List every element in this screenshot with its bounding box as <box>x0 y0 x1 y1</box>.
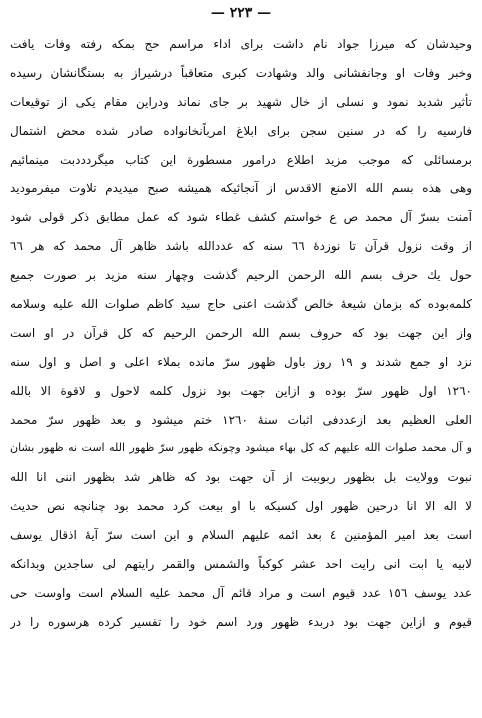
text-line-9: حول یك حرف بسم الله الرحمن الرحیم گذشت وچهار سنه مزید بر صورت جمیع <box>10 268 472 283</box>
text-line-5: برمسائلی که موجب مزید اطلاع درامور مسطورة این کتاب میگردددبت مینمائیم <box>10 152 472 167</box>
text-line-13: ۱۲٦۰ اول ظهور سرّ بوده و ازاین جهت بود نزول کلمه لاحول و لاقوة الا بالله <box>10 383 472 398</box>
text-line-20: عدد یوسف ١٥٦ عدد قیوم است و مراد قائم آل محمد علیه السلام است واوست حی <box>10 585 472 600</box>
body-text <box>10 30 472 637</box>
text-line-19: لابیه یا ابت انی رایت احد عشر کوکباً والشمس والقمر رایتهم لی ساجدین وبدانکه <box>10 557 472 572</box>
text-line-18: است بعد امیر المؤمنین ٤ بعد ائمه علیهم السلام و این است سرّ آیهٔ اذقال یوسف <box>10 528 472 543</box>
text-line-17: لا اله الا انا درحین ظهور اول کسیکه با او بیعت کرد محمد بود چنانچه نص حدیث <box>10 499 472 514</box>
text-line-8: از وقت نزول قرآن تا نوزدهٔ ٦٦ سنه که عددالله باشد ظاهر آل محمد که هر ٦٦ <box>10 239 472 254</box>
text-line-14: العلی العظیم بعد ازعددفی اثبات سنهٔ ۱۲٦۰ ختم میشود و بعد ظهور سرّ محمد <box>10 412 472 427</box>
text-line-1: وحیدشان که میرزا جواد نام داشت برای اداء مراسم حج بمکه رفته وفات یافت <box>10 37 472 51</box>
text-line-7: آمنت بسرّ آل محمد ص ع خواستم کشف غطاء شود که عمل مطابق ذکر قولی شود <box>10 210 472 225</box>
text-line-4: فارسیه را که در سنین سجن برای ابلاغ امرباًنخانواده صادر شده محض اشتمال <box>10 123 472 138</box>
text-line-12: نزد او جمع شدند و ۱۹ روز باول ظهور سرّ مانده بملاء اعلی و اصل و اول سنه <box>10 354 472 369</box>
text-line-6: وهی هذه بسم الله الامنع الاقدس از آنجائیکه همیشه صبح میدیدم تلاوت میفرمودید <box>10 181 472 196</box>
text-line-11: واز این جهت بود که حروف بسم الله الرحمن الرحیم که کل قرآن در او است <box>10 325 472 340</box>
text-line-21: قیوم و ازاین جهت بود دربدء ظهور ورد اسم خود را تفسیر کرده هرسوره را در <box>10 614 472 629</box>
text-line-2: وخبر وفات او وجانفشانی والد وشهادت کبری متعاقباً درشیراز به بستگانشان رسیده <box>10 65 472 80</box>
text-line-3: تأثیر شدید نمود و نسلی از خال شهید بر جای نماند ودراین مقام یکی از توقیعات <box>10 94 472 109</box>
text-line-16: نبوت وولایت بل بظهور ربوبیت از آن جهت بود که ظاهر شد بظهور اننی انا الله <box>10 470 472 485</box>
text-line-10: کلمه‌بوده که بزمان شیعهٔ خالص گذشت اعنی حاج سید کاظم صلوات الله علیه وسلامه <box>10 297 472 312</box>
text-line-15: و آل محمد صلوات الله علیهم که کل بهاء میشود وچونکه ظهور سرّ ظهور الله است نه ظهور بشان <box>10 441 472 455</box>
page-number: — ۲۲۳ — <box>210 5 272 21</box>
